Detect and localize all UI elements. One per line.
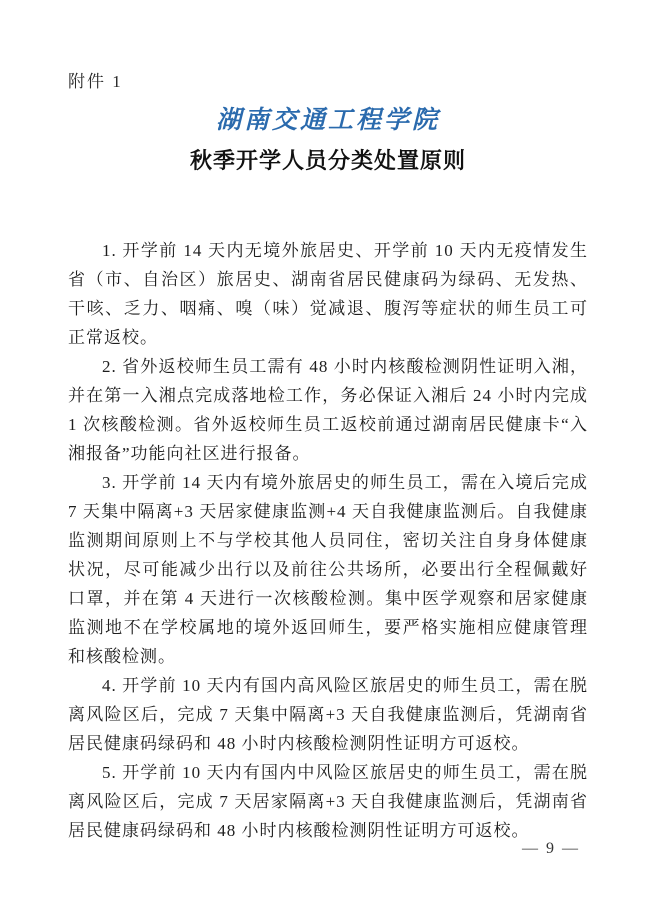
attachment-label: 附件 1 xyxy=(68,72,123,91)
document-title: 秋季开学人员分类处置原则 xyxy=(189,148,466,173)
paragraph-2: 2. 省外返校师生员工需有 48 小时内核酸检测阴性证明入湘，并在第一入湘点完成落地检工作，务必保证入湘后 24 小时内完成 1 次核酸检测。省外返校师生员工返校前通过湖南居民健康卡“入湘报备”功能向社区进行报备。 xyxy=(68,357,588,463)
school-name-heading: 湖南交通工程学院 xyxy=(215,107,440,134)
paragraph-4: 4. 开学前 10 天内有国内高风险区旅居史的师生员工，需在脱离风险区后，完成 7 天集中隔离+3 天自我健康监测后，凭湖南省居民健康码绿码和 48 小时内核酸检测阴性证明方可返校。 xyxy=(68,676,588,753)
document-body xyxy=(68,236,588,845)
paragraph-5: 5. 开学前 10 天内有国内中风险区旅居史的师生员工，需在脱离风险区后，完成 7 天居家隔离+3 天自我健康监测后，凭湖南省居民健康码绿码和 48 小时内核酸检测阴性证明方可返校。 xyxy=(68,763,588,840)
paragraph-3: 3. 开学前 14 天内有境外旅居史的师生员工，需在入境后完成 7 天集中隔离+3 天居家健康监测+4 天自我健康监测后。自我健康监测期间原则上不与学校其他人员同住，密切关注自身身体健康状况，尽可能减少出行以及前往公共场所，必要出行全程佩戴好口罩，并在第 4 天进行一次核酸检测。集中医学观察和居家健康监测地不在学校属地的境外返回师生，要严格实施相应健康管理和核酸检测。 xyxy=(68,473,588,666)
page-number: — 9 — xyxy=(522,840,580,857)
paragraph-1: 1. 开学前 14 天内无境外旅居史、开学前 10 天内无疫情发生省（市、自治区）旅居史、湖南省居民健康码为绿码、无发热、干咳、乏力、咽痛、嗅（味）觉减退、腹泻等症状的师生员工可正常返校。 xyxy=(68,241,588,347)
